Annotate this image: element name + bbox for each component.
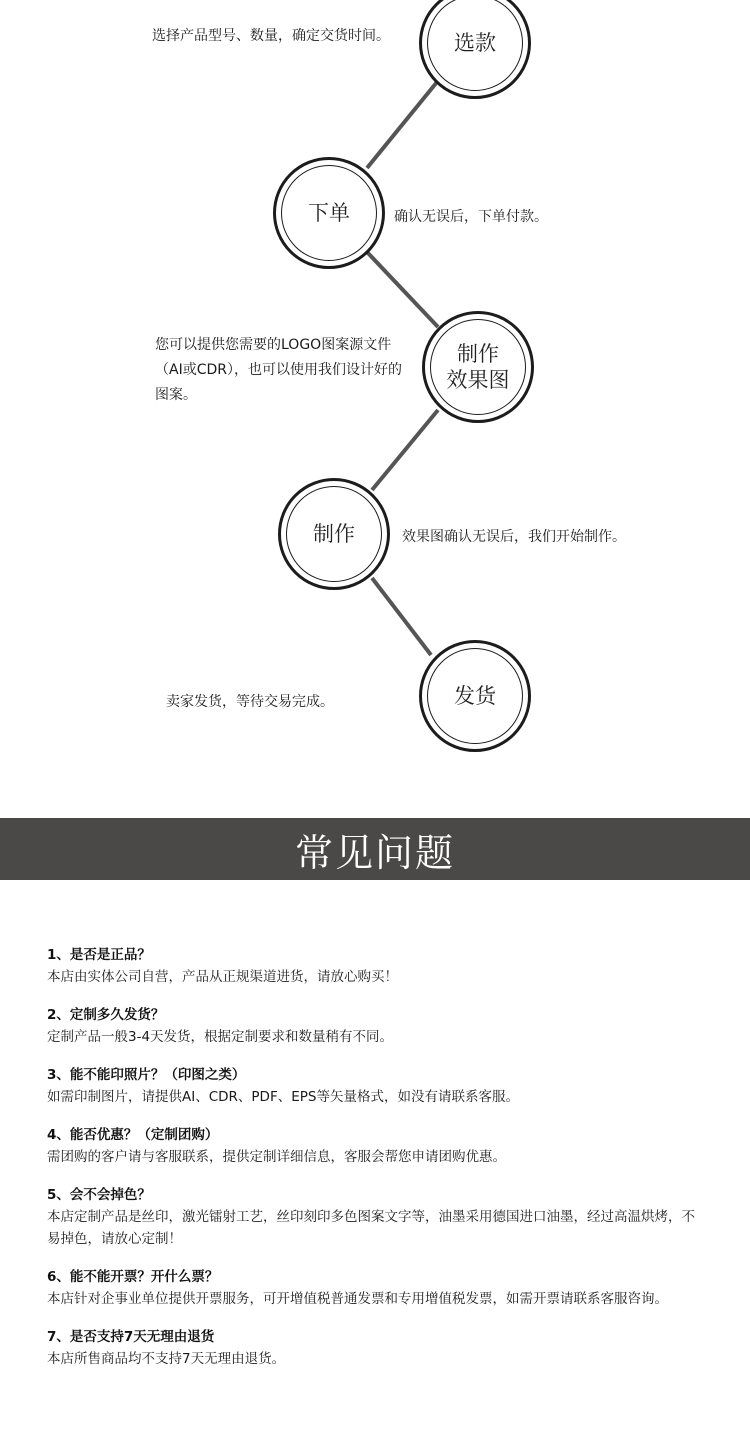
- step-circle-ship: [419, 640, 531, 752]
- faq-question: 6、能不能开票？开什么票？: [47, 1269, 219, 1285]
- step-circle-produce: [278, 478, 390, 590]
- faq-item: [47, 1184, 707, 1250]
- step-label: 制作 效果图: [446, 342, 510, 392]
- faq-question: 3、能不能印照片？（印图之类）: [47, 1067, 246, 1083]
- step-label: 选款: [454, 31, 496, 55]
- step-circle-order: [273, 157, 385, 269]
- faq-question: 4、能否优惠？（定制团购）: [47, 1127, 219, 1143]
- faq-answer: 如需印制图片，请提供AI、CDR、PDF、EPS等矢量格式，如没有请联系客服。: [47, 1089, 519, 1105]
- faq-answer: 本店定制产品是丝印，激光镭射工艺，丝印刻印多色图案文字等，油墨采用德国进口油墨，经过高温烘烤，不易掉色，请放心定制！: [47, 1209, 695, 1247]
- faq-item: [47, 1124, 707, 1168]
- step-desc-select: 选择产品型号、数量，确定交货时间。: [152, 28, 390, 44]
- faq-item: [47, 944, 707, 988]
- faq-answer: 本店针对企事业单位提供开票服务，可开增值税普通发票和专用增值税发票，如需开票请联系客服咨询。: [47, 1291, 668, 1307]
- faq-item: [47, 1266, 707, 1310]
- step-circle-design: [422, 311, 534, 423]
- faq-item: [47, 1064, 707, 1108]
- step-label: 发货: [454, 684, 496, 708]
- faq-banner: [0, 818, 750, 880]
- faq-question: 1、是否是正品？: [47, 947, 151, 963]
- faq-title: 常见问题: [294, 830, 455, 875]
- faq-item: [47, 1326, 707, 1370]
- step-desc-ship: 卖家发货，等待交易完成。: [166, 694, 334, 710]
- faq-question: 2、定制多久发货？: [47, 1007, 165, 1023]
- step-desc-order: 确认无误后，下单付款。: [394, 209, 548, 225]
- step-desc-produce: 效果图确认无误后，我们开始制作。: [402, 529, 626, 545]
- faq-answer: 本店由实体公司自营，产品从正规渠道进货，请放心购买！: [47, 969, 398, 985]
- faq-list: [47, 944, 707, 1386]
- faq-answer: 需团购的客户请与客服联系，提供定制详细信息，客服会帮您申请团购优惠。: [47, 1149, 506, 1165]
- faq-question: 5、会不会掉色？: [47, 1187, 151, 1203]
- step-desc-design: 您可以提供您需要的LOGO图案源文件（AI或CDR），也可以使用我们设计好的图案。: [155, 337, 402, 403]
- faq-answer: 定制产品一般3-4天发货，根据定制要求和数量稍有不同。: [47, 1029, 394, 1045]
- step-label: 制作: [313, 522, 355, 546]
- faq-answer: 本店所售商品均不支持7天无理由退货。: [47, 1351, 286, 1367]
- faq-item: [47, 1004, 707, 1048]
- faq-question: 7、是否支持7天无理由退货: [47, 1329, 215, 1345]
- step-label: 下单: [308, 201, 350, 225]
